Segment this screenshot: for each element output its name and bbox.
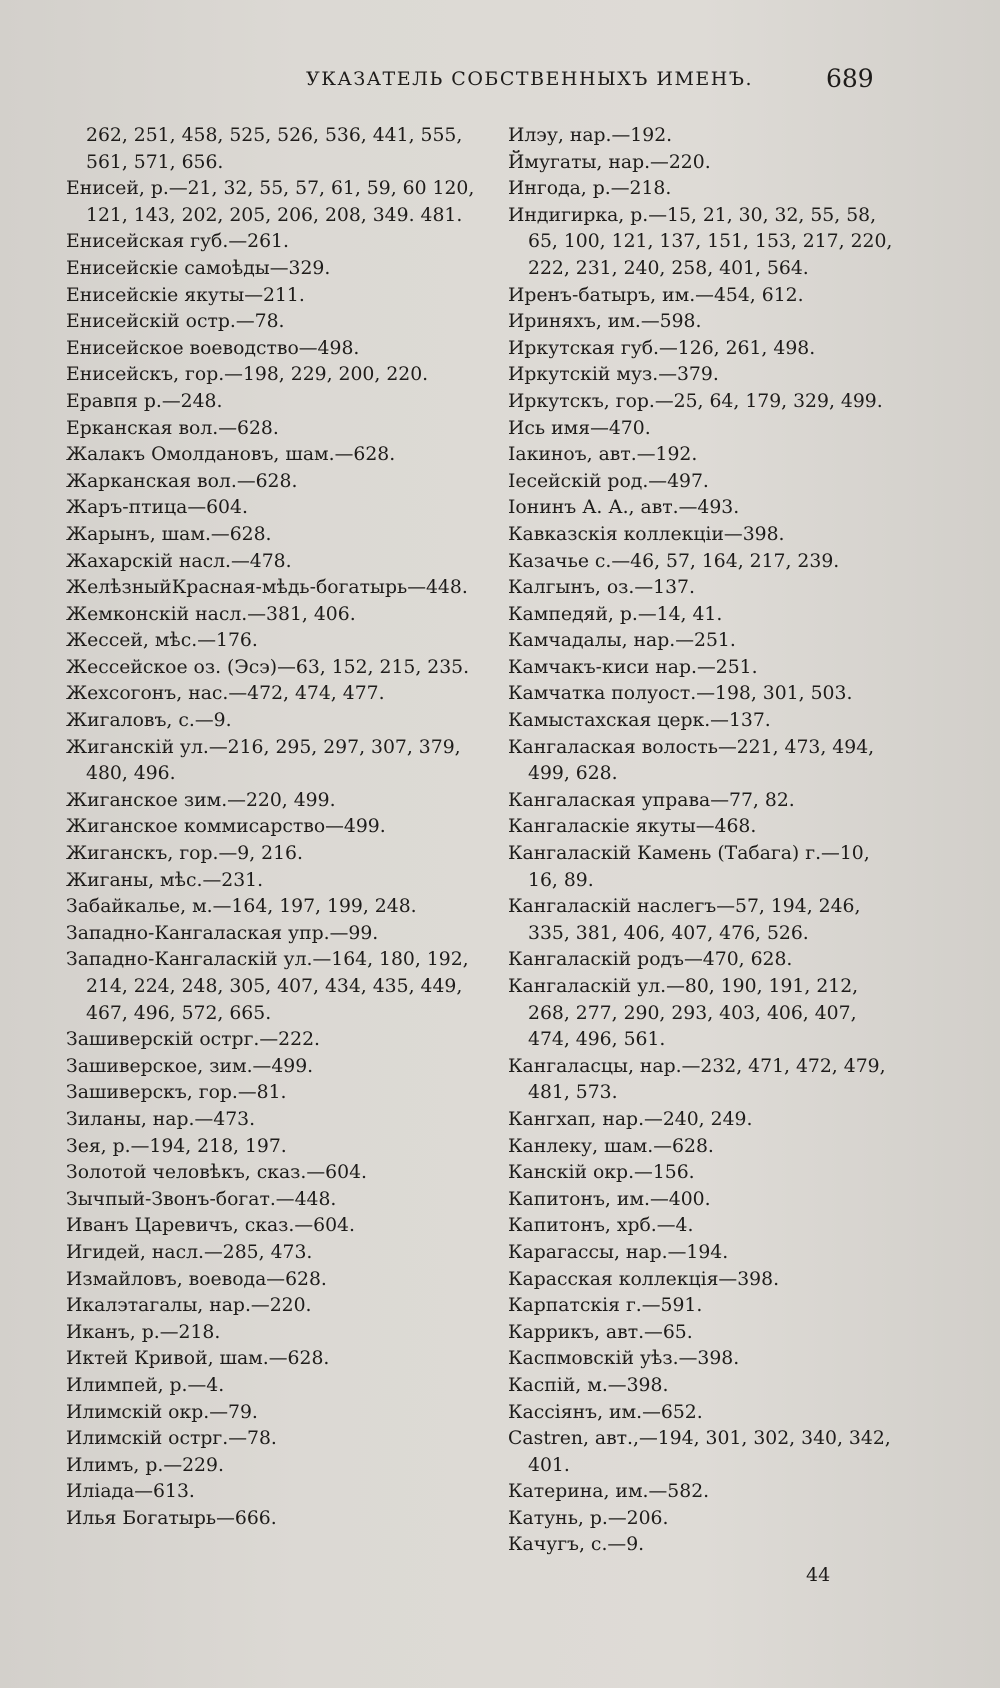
index-entry: Измайловъ, воевода—628. [66,1268,327,1290]
index-entry: Ймугаты, нар.—220. [508,151,711,173]
index-entry: Индигирка, р.—15, 21, 30, 32, 55, 58, 65, 100, 121, 137, 151, 153, 217, 220, 222, 231, 240, 258, 401, 564. [508,204,893,279]
index-entry: Иркутскій муз.—379. [508,364,719,386]
index-entry: Зея, р.—194, 218, 197. [66,1135,287,1157]
index-entry: Кангалаская волость—221, 473, 494, 499, 628. [508,736,875,785]
index-entry: Ириняхъ, им.—598. [508,311,702,333]
index-entry: Катунь, р.—206. [508,1507,669,1529]
index-entry: Казачье с.—46, 57, 164, 217, 239. [508,550,840,572]
index-entry: Илимскій острг.—78. [66,1428,277,1450]
index-entry: Іонинъ А. А., авт.—493. [508,497,740,519]
index-entry: Илэу, нар.—192. [508,125,673,146]
index-entry: Золотой человѣкъ, сказ.—604. [66,1162,367,1184]
index-entry: Забайкалье, м.—164, 197, 199, 248. [66,896,417,918]
index-entry: Икалэтагалы, нар.—220. [66,1295,312,1317]
index-entry: Жиганскій ул.—216, 295, 297, 307, 379, 480, 496. [66,736,461,785]
index-entry: Ерканская вол.—628. [66,417,279,439]
index-entry: Кангаласкіе якуты—468. [508,816,757,838]
index-entry: Ись имя—470. [508,417,651,439]
index-entry: Кангалаская управа—77, 82. [508,789,795,811]
index-entry: Енисейская губ.—261. [66,231,289,253]
index-entry: Енисейскій остр.—78. [66,311,285,333]
page-header [0,64,1000,98]
index-entry: Катерина, им.—582. [508,1481,710,1503]
index-entry: Кангаласцы, нар.—232, 471, 472, 479, 481, 573. [508,1055,886,1104]
index-entry: Каспій, м.—398. [508,1374,669,1396]
index-entry: Иренъ-батыръ, им.—454, 612. [508,284,804,306]
index-entry: Карасская коллекція—398. [508,1268,780,1290]
index-entry: Зычпый-Звонъ-богат.—448. [66,1188,337,1210]
index-entry: Кампедяй, р.—14, 41. [508,603,723,625]
page-number: 689 [826,64,874,93]
index-entry: Жигаловъ, с.—9. [66,710,232,732]
index-entry: Камчакъ-киси нар.—251. [508,656,758,678]
index-entry: Илимъ, р.—229. [66,1454,224,1476]
index-entry: Зашиверское, зим.—499. [66,1055,314,1077]
index-entry: Жехсогонъ, нас.—472, 474, 477. [66,683,385,705]
index-entry: Западно-Кангаласкій ул.—164, 180, 192, 214, 224, 248, 305, 407, 434, 435, 449, 467, 496, 572, 665. [66,949,469,1024]
index-entry: Зиланы, нар.—473. [66,1108,256,1130]
index-entry: Ингода, р.—218. [508,178,672,200]
index-entry: Кассіянъ, им.—652. [508,1401,703,1423]
index-entry: Капитонъ, хрб.—4. [508,1215,694,1237]
index-entry: Жиганское коммисарство—499. [66,816,386,838]
index-entry: Иліада—613. [66,1481,195,1503]
index-entry: Каспмовскій уѣз.—398. [508,1348,740,1370]
index-column-right [508,123,898,1559]
index-entry: Канскій окр.—156. [508,1162,695,1184]
index-entry: Енисейскіе самоѣды—329. [66,257,331,279]
index-entry: Иркутскъ, гор.—25, 64, 179, 329, 499. [508,390,883,412]
index-entry: Кавказскія коллекціи—398. [508,523,785,545]
index-entry: Канлеку, шам.—628. [508,1135,714,1157]
index-entry: Еравпя р.—248. [66,390,223,412]
index-entry: Камыстахская церк.—137. [508,710,771,732]
index-entry: Кангаласкій ул.—80, 190, 191, 212, 268, 277, 290, 293, 403, 406, 407, 474, 496, 561. [508,976,859,1051]
index-entry: Калгынъ, оз.—137. [508,577,695,599]
index-entry: Кангхап, нар.—240, 249. [508,1108,753,1130]
index-entry: Карагассы, нар.—194. [508,1241,729,1263]
index-entry: Енисей, р.—21, 32, 55, 57, 61, 59, 60 120, 121, 143, 202, 205, 206, 208, 349. 481. [66,178,475,226]
index-entry: Илимпей, р.—4. [66,1374,225,1396]
index-entry: Западно-Кангалаская упр.—99. [66,922,379,944]
index-entry: ЖелѣзныйКрасная-мѣдь-богатырь—448. [66,577,468,599]
index-entry: Жиганскъ, гор.—9, 216. [66,843,303,865]
index-entry: Жарынъ, шам.—628. [66,523,272,545]
signature-mark: 44 [806,1564,831,1586]
index-entry: Castren, авт.,—194, 301, 302, 340, 342, 401. [508,1428,891,1476]
index-entry: Карпатскія г.—591. [508,1295,703,1317]
index-entry: Игидей, насл.—285, 473. [66,1241,313,1263]
index-entry: Жессейское оз. (Эсэ)—63, 152, 215, 235. [66,656,470,678]
index-entry: Зашиверскъ, гор.—81. [66,1082,287,1104]
index-entry: Иркутская губ.—126, 261, 498. [508,337,816,359]
index-entry: Жемконскій насл.—381, 406. [66,603,356,625]
index-entry: Камчатка полуост.—198, 301, 503. [508,683,853,705]
index-entry: Иктей Кривой, шам.—628. [66,1348,330,1370]
index-entry: Илимскій окр.—79. [66,1401,258,1423]
index-entry: Жалакъ Омолдановъ, шам.—628. [66,444,396,466]
index-entry: Жарканская вол.—628. [66,470,298,492]
index-entry: Кангаласкій наслегъ—57, 194, 246, 335, 381, 406, 407, 476, 526. [508,896,861,944]
index-entry: Иванъ Царевичъ, сказ.—604. [66,1215,355,1237]
index-entry: Жессей, мѣс.—176. [66,630,258,652]
index-entry: Жаръ-птица—604. [66,497,248,519]
index-entry: Илья Богатырь—666. [66,1507,277,1529]
index-entry: Камчадалы, нар.—251. [508,630,736,652]
index-entry: 262, 251, 458, 525, 526, 536, 441, 555, 561, 571, 656. [86,125,463,173]
running-title: УКАЗАТЕЛЬ СОБСТВЕННЫХЪ ИМЕНЪ. [306,68,753,90]
index-entry: Каррикъ, авт.—65. [508,1321,693,1343]
index-entry: Жахарскій насл.—478. [66,550,292,572]
index-entry: Иканъ, р.—218. [66,1321,221,1343]
index-entry: Кангаласкій родъ—470, 628. [508,949,793,971]
index-entry: Кангаласкій Камень (Табага) г.—10, 16, 89. [508,843,870,891]
index-entry: Жиганы, мѣс.—231. [66,869,264,891]
index-entry: Зашиверскій острг.—222. [66,1029,320,1051]
index-entry: Іакиноъ, авт.—192. [508,444,698,466]
index-entry: Енисейское воеводство—498. [66,337,360,359]
index-entry: Енисейскіе якуты—211. [66,284,305,306]
index-entry: Жиганское зим.—220, 499. [66,789,336,811]
index-entry: Іесейскій род.—497. [508,470,709,492]
index-entry: Качугъ, с.—9. [508,1534,645,1556]
index-column-left [66,123,476,1532]
index-entry: Енисейскъ, гор.—198, 229, 200, 220. [66,364,429,386]
index-entry: Капитонъ, им.—400. [508,1188,711,1210]
